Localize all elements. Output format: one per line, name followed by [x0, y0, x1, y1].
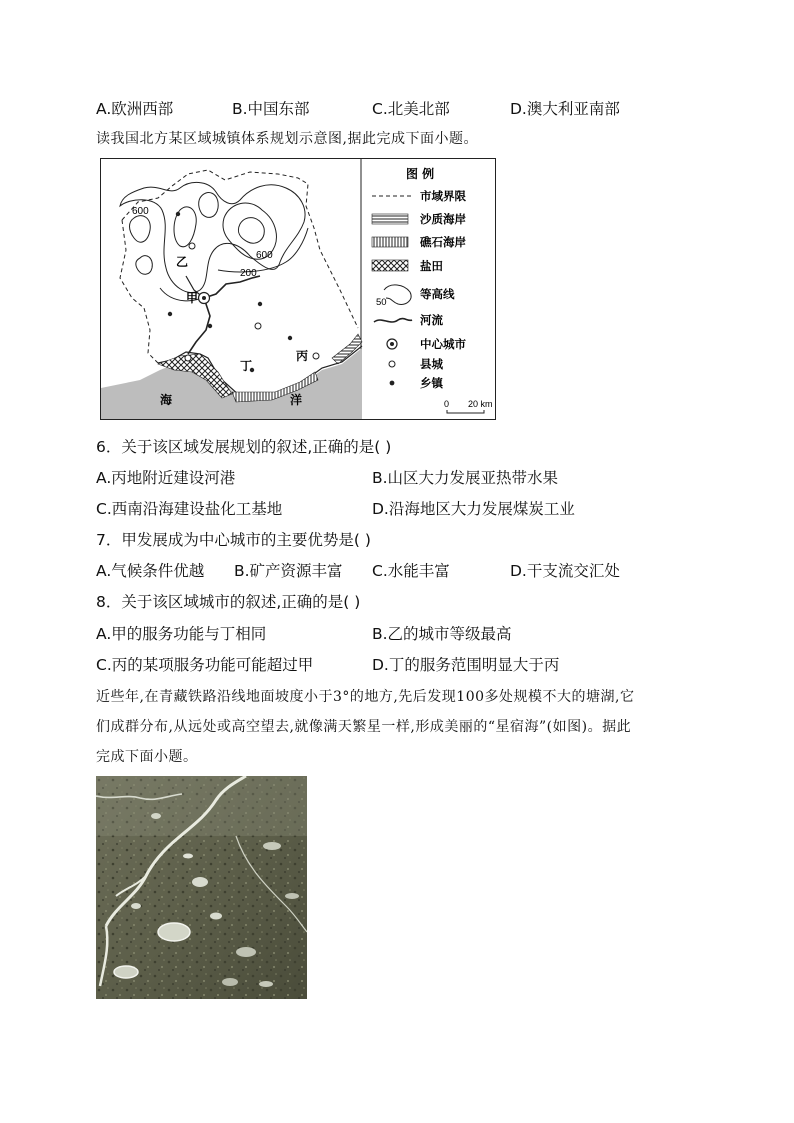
legend-salt-field: 盐田 — [420, 259, 443, 273]
contour-label-200: 200 — [240, 268, 257, 279]
q8-option-b: B.乙的城市等级最高 — [372, 625, 512, 643]
q7-option-d: D.干支流交汇处 — [510, 562, 620, 580]
county-town-marker — [255, 323, 261, 329]
contour-label-600-east: 600 — [256, 250, 273, 261]
county-town-marker — [185, 355, 191, 361]
option-b: B.中国东部 — [232, 100, 310, 118]
legend-sandy-coast: 沙质海岸 — [420, 212, 466, 226]
q8-stem: 8．关于该区域城市的叙述,正确的是( ) — [96, 593, 361, 611]
label-ding: 丁 — [240, 359, 253, 373]
township-marker — [176, 212, 180, 216]
county-town-marker — [313, 353, 319, 359]
township-marker — [208, 324, 212, 328]
q8-option-a: A.甲的服务功能与丁相同 — [96, 625, 267, 643]
map-intro-text: 读我国北方某区域城镇体系规划示意图,据此完成下面小题。 — [96, 131, 478, 147]
label-jia: 甲 — [186, 291, 199, 305]
option-a: A.欧洲西部 — [96, 100, 174, 118]
legend-center-city: 中心城市 — [420, 337, 466, 351]
option-d: D.澳大利亚南部 — [510, 100, 620, 118]
label-sea-yang: 洋 — [290, 393, 303, 407]
q7-stem: 7．甲发展成为中心城市的主要优势是( ) — [96, 531, 371, 549]
scale-zero: 0 — [444, 399, 450, 409]
q8-option-d: D.丁的服务范围明显大于丙 — [372, 656, 560, 674]
township-marker — [288, 336, 292, 340]
intro2-line-1: 近些年,在青藏铁路沿线地面坡度小于3°的地方,先后发现100多处规模不大的塘湖,它 — [96, 689, 635, 705]
legend-boundary: 市域界限 — [420, 189, 466, 203]
legend-title: 图 例 — [406, 167, 435, 181]
label-sea-hai: 海 — [160, 393, 173, 407]
star-sea-photo — [96, 776, 307, 999]
county-town-marker — [189, 243, 195, 249]
scale-label: 20 km — [468, 399, 493, 409]
label-yi: 乙 — [176, 255, 189, 269]
option-c: C.北美北部 — [372, 100, 450, 118]
q8-option-c: C.丙的某项服务功能可能超过甲 — [96, 656, 314, 674]
legend-township: 乡镇 — [420, 376, 443, 390]
township-marker — [168, 312, 172, 316]
contour-label-600-west: 600 — [132, 206, 149, 217]
q7-option-a: A.气候条件优越 — [96, 562, 205, 580]
q6-option-c: C.西南沿海建设盐化工基地 — [96, 500, 283, 518]
q6-option-d: D.沿海地区大力发展煤炭工业 — [372, 500, 575, 518]
q6-option-a: A.丙地附近建设河港 — [96, 469, 236, 487]
q6-option-b: B.山区大力发展亚热带水果 — [372, 469, 559, 487]
legend-rocky-coast: 礁石海岸 — [420, 235, 466, 249]
legend-river: 河流 — [420, 313, 443, 327]
label-bing: 丙 — [296, 349, 309, 363]
township-marker — [258, 302, 262, 306]
q7-option-b: B.矿产资源丰富 — [234, 562, 343, 580]
intro2-line-2: 们成群分布,从远处或高空望去,就像满天繁星一样,形成美丽的“星宿海”(如图)。据此 — [96, 719, 632, 735]
q7-option-c: C.水能丰富 — [372, 562, 450, 580]
regional-planning-map — [100, 158, 496, 420]
legend-contour: 等高线 — [420, 287, 455, 301]
q6-stem: 6．关于该区域发展规划的叙述,正确的是( ) — [96, 438, 392, 456]
legend-county-town: 县城 — [420, 357, 443, 371]
intro2-line-3: 完成下面小题。 — [96, 749, 198, 765]
legend-contour-sample: 50 — [376, 297, 387, 308]
